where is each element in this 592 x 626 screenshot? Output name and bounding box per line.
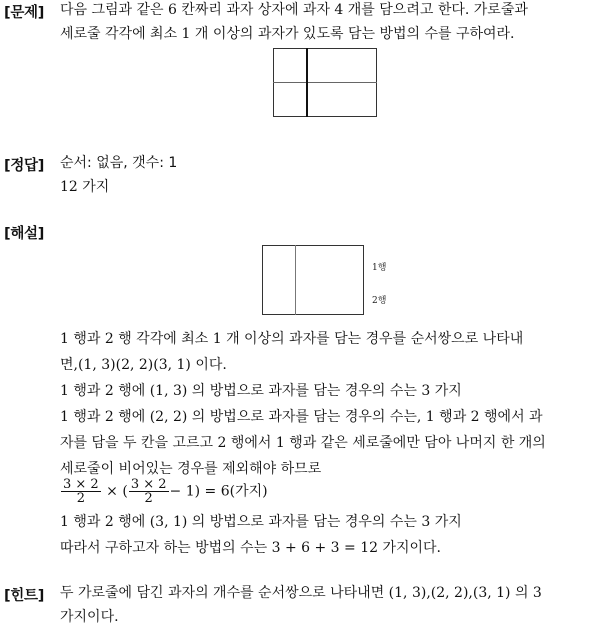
hint-label: [힌트] [4,588,45,604]
row1-label: 1행 [372,263,387,273]
problem-text-line1: 다음 그림과 같은 6 칸짜리 과자 상자에 과자 4 개를 담으려고 한다. 가로줄과 [60,2,528,18]
answer-meta: 순서: 없음, 갯수: 1 [60,155,178,171]
fraction-2-numerator: 3 × 2 [130,477,167,492]
fraction-2-denominator: 2 [144,491,153,506]
hint-text-line2: 가지이다. [60,609,119,625]
explanation-label: [해설] [4,226,45,242]
explanation-line: 따라서 구하고자 하는 방법의 수는 3 + 6 + 3 = 12 가지이다. [60,540,442,556]
explanation-line: 1 행과 2 행에 (3, 1) 의 방법으로 과자를 담는 경우의 수는 3 가지 [60,514,462,530]
fraction-1 [61,478,101,505]
hint-text-line1: 두 가로줄에 담긴 과자의 개수를 순서쌍으로 나타내면 (1, 3),(2, 2),(3, 1) 의 3 [60,585,542,601]
explanation-box-outline [262,245,364,315]
formula-tail: − 1) = 6(가지) [169,483,268,500]
explanation-line: 면,(1, 3)(2, 2)(3, 1) 이다. [60,357,227,373]
box-column-divider [306,48,308,117]
explanation-line: 자를 담을 두 칸을 고르고 2 행에서 1 행과 같은 세로줄에만 담아 나머지 한 개의 [60,435,546,451]
explanation-line: 1 행과 2 행에 (2, 2) 의 방법으로 과자를 담는 경우의 수는, 1 행과 2 행에서 과 [60,409,543,425]
explanation-line: 1 행과 2 행 각각에 최소 1 개 이상의 과자를 담는 경우를 순서쌍으로 나타내 [60,331,524,347]
fraction-1-numerator: 3 × 2 [63,477,99,492]
row2-label: 2행 [372,296,387,306]
box-row-divider [273,82,377,83]
explanation-line: 세로줄이 비어있는 경우를 제외해야 하므로 [60,461,322,477]
fraction-2 [129,478,169,505]
formula-times: × [106,483,118,500]
formula [60,478,268,505]
answer-value: 12 가지 [60,179,110,195]
answer-label: [정답] [4,158,45,174]
problem-text-line2: 세로줄 각각에 최소 1 개 이상의 과자가 있도록 담는 방법의 수를 구하여라. [60,26,515,42]
explanation-line: 1 행과 2 행에 (1, 3) 의 방법으로 과자를 담는 경우의 수는 3 가지 [60,383,462,399]
formula-open-paren: ( [122,483,128,500]
problem-label: [문제] [4,5,45,21]
explanation-box-column-divider [295,245,296,315]
fraction-1-denominator: 2 [76,491,85,506]
